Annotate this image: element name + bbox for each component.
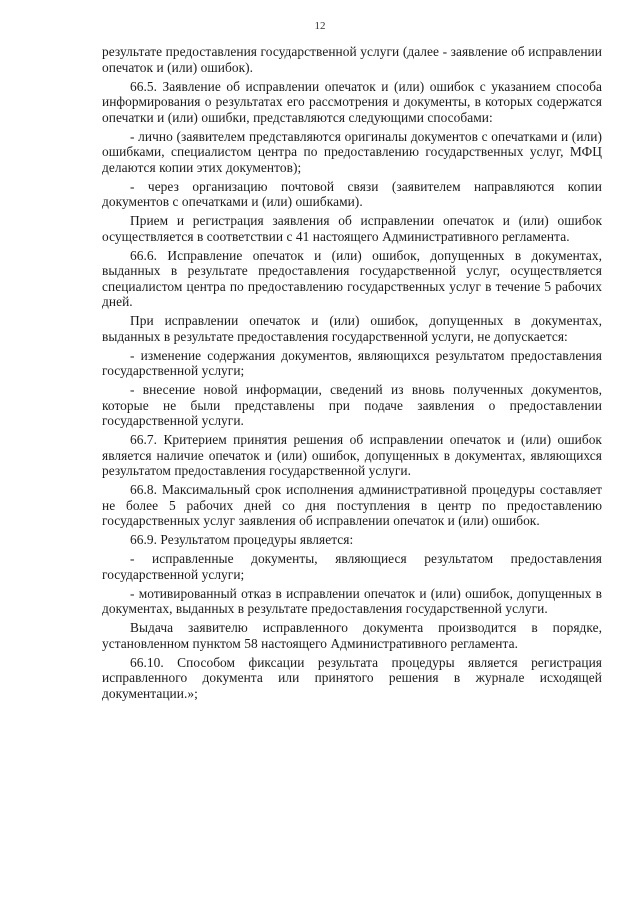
paragraph: 66.8. Максимальный срок исполнения административной процедуры составляет не более 5 рабочих дней со дня поступления в центр по предоставлению государственных услуг заявления об исправлении опечаток и (или) ошибок. (102, 482, 602, 528)
list-item: - через организацию почтовой связи (заявителем направляются копии документов с опечатками и (или) ошибками). (102, 178, 602, 209)
list-item: - внесение новой информации, сведений из вновь полученных документов, которые не были представлены при подаче заявления о предоставлении государственной услуги. (102, 382, 602, 428)
paragraph: Прием и регистрация заявления об исправлении опечаток и (или) ошибок осуществляется в соответствии с 41 настоящего Административного регламента. (102, 213, 602, 244)
paragraph: 66.7. Критерием принятия решения об исправлении опечаток и (или) ошибок является наличие опечаток и (или) ошибок, допущенных в документах, являющихся результатом предоставления государственной услуги. (102, 432, 602, 478)
list-item: - лично (заявителем представляются оригиналы документов с опечатками и (или) ошибками, специалистом центра по предоставлению государственных услуг, МФЦ делаются копии этих документов); (102, 128, 602, 175)
list-item: - изменение содержания документов, являющихся результатом предоставления государственной услуги; (102, 347, 602, 378)
paragraph: 66.6. Исправление опечаток и (или) ошибок, допущенных в документах, выданных в результате предоставления государственной услуг, осуществляется специалистом центра по предоставлению государственных услуг в течение 5 рабочих дней. (102, 247, 602, 309)
paragraph: При исправлении опечаток и (или) ошибок, допущенных в документах, выданных в результате предоставления государственной услуги, не допускается: (102, 313, 602, 344)
paragraph: 66.5. Заявление об исправлении опечаток и (или) ошибок с указанием способа информирования о результатах его рассмотрения и документы, в которых содержатся опечатки и (или) ошибки, представляются следующими способами: (102, 78, 602, 125)
list-item: - мотивированный отказ в исправлении опечаток и (или) ошибок, допущенных в документах, выданных в результате предоставления государственной услуги. (102, 585, 602, 616)
list-item: - исправленные документы, являющиеся результатом предоставления государственной услуги; (102, 551, 602, 582)
paragraph: 66.10. Способом фиксации результата процедуры является регистрация исправленного документа или принятого решения в журнале исходящей документации.»; (102, 654, 602, 701)
document-body (102, 44, 602, 705)
page-number: 12 (314, 20, 326, 32)
paragraph: результате предоставления государственной услуги (далее - заявление об исправлении опечаток и (или) ошибок). (102, 44, 602, 75)
paragraph: Выдача заявителю исправленного документа производится в порядке, установленном пунктом 58 настоящего Административного регламента. (102, 620, 602, 651)
paragraph: 66.9. Результатом процедуры является: (130, 532, 354, 547)
